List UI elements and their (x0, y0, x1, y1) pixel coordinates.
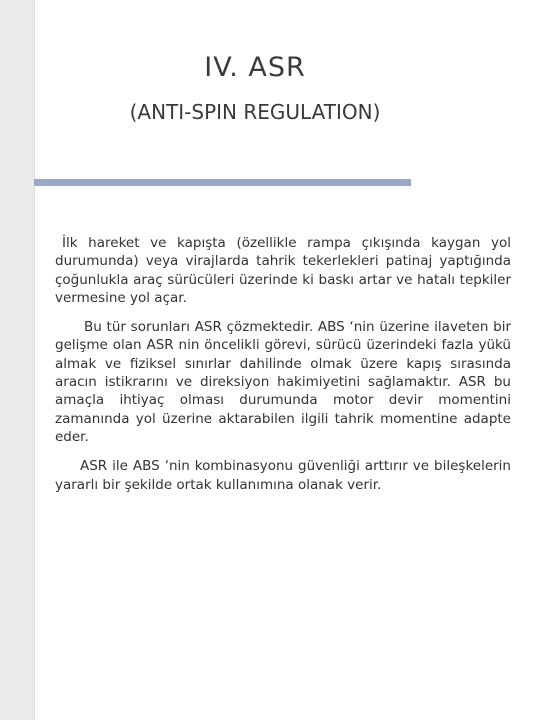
paragraph-asr-function: Bu tür sorunları ASR çözmektedir. ABS ‘nin üzerine ilaveten bir gelişme olan ASR nin öncelikli görevi, sürücü üzerindeki fazla yükü almak ve fiziksel sınırlar dahilinde olmak üzere kapış sırasında aracın istikrarını ve direksiyon hakimiyetini sağlamaktır. ASR bu amaçla ihtiyaç olması durumunda motor devir momentini zamanında yol üzerine aktarabilen ilgili tahrik momentine adapte eder. (55, 319, 511, 445)
slide-subtitle: (ANTI-SPIN REGULATION) (129, 100, 381, 124)
title-divider-bar (34, 179, 411, 186)
paragraph-intro: İlk hareket ve kapışta (özellikle rampa çıkışında kaygan yol durumunda) veya virajlarda tahrik tekerlekleri patinaj yaptığında çoğunlukla araç sürücüleri üzerinde ki baskı artar ve hatalı tepkiler vermesine yol açar. (55, 235, 511, 306)
body-text (55, 234, 511, 494)
paragraph-asr-abs-combination: ASR ile ABS ‘nin kombinasyonu güvenliği arttırır ve bileşkelerin yararlı bir şekilde ortak kullanımına olanak verir. (55, 458, 511, 493)
slide-title: IV. ASR (204, 52, 306, 83)
